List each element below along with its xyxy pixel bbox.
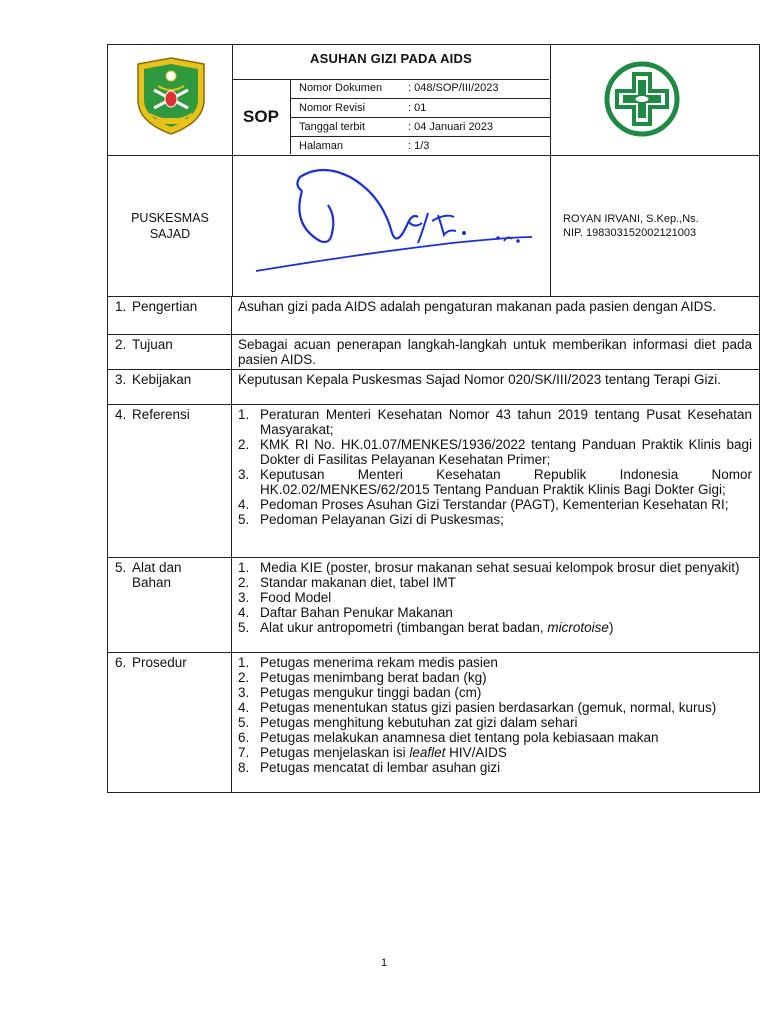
sop-label: SOP [243, 107, 279, 126]
section-row-kebijakan [108, 369, 759, 404]
section-number: 3. [115, 372, 127, 387]
official-signatory [550, 155, 760, 297]
section-title-line: Bahan [132, 575, 172, 590]
section-number: 4. [115, 407, 127, 422]
item-text: KMK RI No. HK.01.07/MENKES/1936/2022 tentang Panduan Praktik Klinis bagi Dokter di Fasilitas Pelayanan Kesehatan Primer; [260, 437, 752, 467]
meta-key: Tanggal terbit [299, 121, 366, 133]
section-row-tujuan [108, 334, 759, 369]
item-text: Alat ukur antropometri (timbangan berat badan, [260, 620, 548, 635]
document-title: ASUHAN GIZI PADA AIDS [310, 51, 472, 66]
section-title: Prosedur [132, 655, 187, 670]
section-content [232, 558, 759, 652]
section-title: Pengertian [132, 299, 198, 314]
list-item [238, 605, 752, 620]
item-number: 4. [238, 605, 250, 620]
item-number: 4. [238, 497, 250, 512]
list-item [238, 512, 752, 527]
item-number: 1. [238, 560, 250, 575]
list-item [238, 715, 752, 730]
section-number: 6. [115, 655, 127, 670]
list-item [238, 620, 752, 635]
section-title: Referensi [132, 407, 190, 422]
procedure-list [238, 655, 752, 775]
item-text: Petugas melakukan anamnesa diet tentang pola kebiasaan makan [260, 730, 659, 745]
list-item [238, 730, 752, 745]
section-content [232, 653, 759, 792]
organization-line: SAJAD [149, 227, 191, 241]
item-text: Petugas mencatat di lembar asuhan gizi [260, 760, 501, 775]
list-item [238, 745, 752, 760]
section-label [108, 370, 232, 404]
list-item [238, 575, 752, 590]
sop-content-table [107, 296, 760, 793]
signature [232, 155, 550, 297]
section-title-line: Alat dan [132, 560, 182, 575]
section-row-pengertian [108, 296, 759, 334]
list-item [238, 407, 752, 437]
item-text: Petugas menjelaskan isi [260, 745, 410, 760]
item-text: HIV/AIDS [445, 745, 507, 760]
reference-list [238, 407, 752, 527]
meta-value: : 1/3 [408, 140, 430, 152]
section-content: Asuhan gizi pada AIDS adalah pengaturan makanan pada pasien dengan AIDS. [238, 299, 717, 314]
item-text: Peraturan Menteri Kesehatan Nomor 43 tahun 2019 tentang Pusat Kesehatan Masyarakat; [260, 407, 752, 437]
item-text: Media KIE (poster, brosur makanan sehat sesuai kelompok brosur diet penyakit) [260, 560, 740, 575]
item-number: 1. [238, 655, 250, 670]
list-item [238, 655, 752, 670]
list-item [238, 590, 752, 605]
section-content: Sebagai acuan penerapan langkah-langkah untuk memberikan informasi diet pada pasien AIDS. [238, 337, 752, 367]
item-number: 5. [238, 512, 250, 527]
meta-value: : 048/SOP/III/2023 [408, 82, 499, 94]
list-item [238, 700, 752, 715]
official-nip: NIP. 198303152002121003 [563, 227, 697, 239]
item-text: Petugas menimbang berat badan (kg) [260, 670, 487, 685]
item-text: Standar makanan diet, tabel IMT [260, 575, 456, 590]
section-title: Kebijakan [132, 372, 192, 387]
meta-key: Halaman [299, 140, 344, 152]
item-text: Petugas menerima rekam medis pasien [260, 655, 498, 670]
page-number: 1 [380, 957, 388, 969]
item-text: Petugas menghitung kebutuhan zat gizi dalam sehari [260, 715, 578, 730]
sop-header-table [107, 44, 760, 297]
meta-value: : 04 Januari 2023 [408, 121, 494, 133]
list-item [238, 467, 752, 497]
meta-row [291, 79, 550, 98]
section-number: 5. [115, 560, 127, 575]
section-title [132, 560, 182, 590]
list-item [238, 760, 752, 775]
section-row-prosedur [108, 652, 759, 792]
list-item [238, 670, 752, 685]
item-text-italic: leaflet [409, 745, 446, 760]
item-text: ) [608, 620, 614, 635]
item-number: 5. [238, 620, 250, 635]
list-item [238, 437, 752, 467]
item-text: Pedoman Proses Asuhan Gizi Terstandar (PAGT), Kementerian Kesehatan RI; [260, 497, 729, 512]
section-title: Tujuan [132, 337, 173, 352]
section-label [108, 335, 232, 369]
document-meta [291, 79, 550, 155]
item-text: Keputusan Menteri Kesehatan Republik Indonesia Nomor HK.02.02/MENKES/62/2015 Tentang Panduan Praktik Klinis Bagi Dokter Gigi; [260, 467, 752, 497]
item-text-italic: microtoise [547, 620, 609, 635]
meta-value: : 01 [408, 102, 427, 114]
section-label [108, 653, 232, 792]
meta-key: Nomor Dokumen [299, 82, 383, 94]
item-number: 6. [238, 730, 250, 745]
organization-name [108, 155, 232, 297]
item-number: 1. [238, 407, 250, 422]
regional-emblem-logo [134, 56, 208, 136]
meta-key: Nomor Revisi [299, 102, 366, 114]
meta-row [291, 136, 550, 156]
official-name: ROYAN IRVANI, S.Kep.,Ns. [563, 213, 699, 225]
item-number: 3. [238, 590, 250, 605]
item-number: 2. [238, 670, 250, 685]
organization-line: PUSKESMAS [131, 211, 209, 225]
item-number: 2. [238, 575, 250, 590]
item-text: Daftar Bahan Penukar Makanan [260, 605, 453, 620]
section-row-referensi [108, 404, 759, 557]
section-label [108, 405, 232, 557]
section-content: Keputusan Kepala Puskesmas Sajad Nomor 020/SK/III/2023 tentang Terapi Gizi. [238, 372, 722, 387]
item-number: 4. [238, 700, 250, 715]
section-label [108, 558, 232, 652]
section-row-alat-bahan [108, 557, 759, 652]
section-number: 1. [115, 299, 127, 314]
meta-row [291, 98, 550, 118]
item-text: Pedoman Pelayanan Gizi di Puskesmas; [260, 512, 504, 527]
list-item [238, 497, 752, 512]
list-item [238, 560, 752, 575]
section-content [232, 405, 759, 557]
item-text: Petugas mengukur tinggi badan (cm) [260, 685, 482, 700]
item-number: 7. [238, 745, 250, 760]
item-number: 5. [238, 715, 250, 730]
item-number: 3. [238, 467, 250, 482]
item-number: 8. [238, 760, 250, 775]
item-number: 3. [238, 685, 250, 700]
item-text: Food Model [260, 590, 332, 605]
meta-row [291, 117, 550, 137]
item-text: Petugas menentukan status gizi pasien berdasarkan (gemuk, normal, kurus) [260, 700, 717, 715]
puskesmas-cross-logo [603, 60, 681, 138]
section-label [108, 297, 232, 334]
section-number: 2. [115, 337, 127, 352]
list-item [238, 685, 752, 700]
tools-list [238, 560, 752, 635]
item-number: 2. [238, 437, 250, 452]
